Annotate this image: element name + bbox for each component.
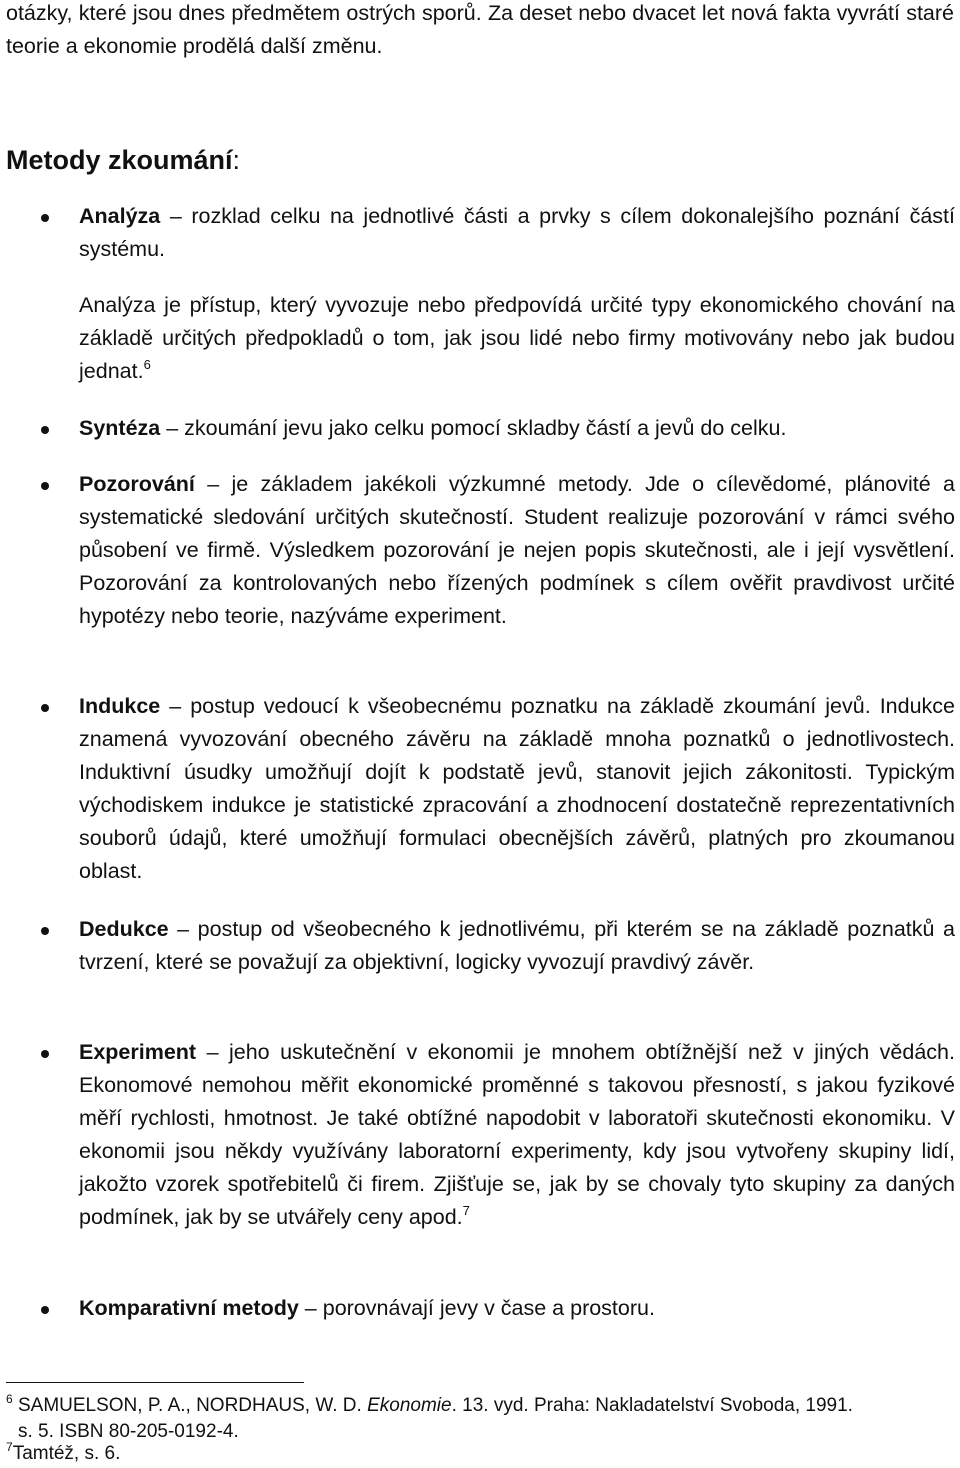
- footnote-ref-7: 7: [462, 1203, 470, 1218]
- footnote-6-title: Ekonomie: [367, 1395, 452, 1416]
- list-item-komparativni: [79, 1292, 955, 1325]
- heading-title: Metody zkoumání: [6, 145, 233, 175]
- heading-colon: :: [232, 145, 241, 175]
- analysis-note-text: Analýza je přístup, který vyvozuje nebo předpovídá určité typy ekonomického chování na základě určitých předpokladů o tom, jak jsou lidé nebo firmy motivovány nebo jak budou jednat.: [79, 293, 955, 383]
- bullet-icon: [41, 1050, 49, 1058]
- definition-pozorovani: – je základem jakékoli výzkumné metody. Jde o cílevědomé, plánovité a systematické sledování určitých skutečností. Student realizuje pozorování v rámci svého působení ve firmě. Výsledkem pozorování je nejen popis skutečnosti, ale i její vysvětlení. Pozorování za kontrolovaných nebo řízených podmínek s cílem ověřit pravdivost určité hypotézy nebo teorie, nazýváme experiment.: [79, 472, 955, 628]
- footnote-number-7: 7: [6, 1440, 13, 1454]
- footnote-number-6: 6: [6, 1392, 13, 1406]
- bullet-icon: [41, 927, 49, 935]
- footnote-ref-6: 6: [143, 357, 151, 372]
- list-item-dedukce: [79, 913, 955, 979]
- definition-indukce: – postup vedoucí k všeobecnému poznatku na základě zkoumání jevů. Indukce znamená vyvozování obecného závěru na základě mnoha poznatků o jednotlivostech. Induktivní úsudky umožňují dojít k podstatě jevů, stanovit jejich zákonitosti. Typickým východiskem indukce je statistické zpracování a zhodnocení dostatečně reprezentativních souborů údajů, které umožňují formulaci obecnějších závěrů, platných pro zkoumanou oblast.: [79, 694, 955, 883]
- section-heading: [6, 140, 240, 180]
- bullet-icon: [41, 704, 49, 712]
- footnote-6-authors: SAMUELSON, P. A., NORDHAUS, W. D.: [17, 1395, 368, 1416]
- term-experiment: Experiment: [79, 1040, 197, 1064]
- bullet-icon: [41, 482, 49, 490]
- footnote-6-continuation: s. 5. ISBN 80-205-0192-4.: [18, 1421, 239, 1442]
- definition-komparativni: – porovnávají jevy v čase a prostoru.: [298, 1296, 655, 1320]
- analysis-note: [79, 289, 955, 388]
- term-dedukce: Dedukce: [79, 917, 169, 941]
- list-item-synteza: [79, 412, 955, 445]
- footnote-6-publisher: . 13. vyd. Praha: Nakladatelství Svoboda, 1991.: [451, 1395, 853, 1416]
- footnote-7: [6, 1442, 120, 1466]
- definition-dedukce: – postup od všeobecného k jednotlivému, při kterém se na základě poznatků a tvrzení, které se považují za objektivní, logicky vyvozují pravdivý závěr.: [79, 917, 955, 974]
- list-item-analyza: [79, 200, 955, 266]
- term-synteza: Syntéza: [79, 416, 161, 440]
- term-pozorovani: Pozorování: [79, 472, 195, 496]
- bullet-icon: [41, 1306, 49, 1314]
- term-indukce: Indukce: [79, 694, 161, 718]
- footnote-7-text: Tamtéž, s. 6.: [12, 1443, 121, 1464]
- list-item-experiment: [79, 1036, 955, 1234]
- bullet-icon: [41, 214, 49, 222]
- bullet-icon: [41, 426, 49, 434]
- definition-experiment: – jeho uskutečnění v ekonomii je mnohem obtížnější než v jiných vědách. Ekonomové nemohou měřit ekonomické proměnné s takovou přesností, s jakou fyzikové měří rychlosti, hmotnost. Je také obtížné napodobit v laboratoři skutečnosti ekonomiku. V ekonomii jsou někdy využívány laboratorní experimenty, kdy jsou vytvořeny skupiny lidí, jakožto vzorek spotřebitelů či firem. Zjišťuje se, jak by se chovaly tyto skupiny za daných podmínek, jak by se utvářely ceny apod.: [79, 1040, 955, 1229]
- term-komparativni: Komparativní metody: [79, 1296, 299, 1320]
- list-item-pozorovani: [79, 468, 955, 633]
- term-analyza: Analýza: [79, 204, 161, 228]
- footnote-divider: [6, 1382, 304, 1383]
- definition-synteza: – zkoumání jevu jako celku pomocí skladby částí a jevů do celku.: [160, 416, 787, 440]
- list-item-indukce: [79, 690, 955, 888]
- footnote-6: [6, 1394, 954, 1418]
- intro-paragraph: otázky, které jsou dnes předmětem ostrých sporů. Za deset nebo dvacet let nová fakta vyvrátí staré teorie a ekonomie prodělá další změnu.: [6, 1, 954, 58]
- definition-analyza: – rozklad celku na jednotlivé části a prvky s cílem dokonalejšího poznání částí systému.: [79, 204, 955, 261]
